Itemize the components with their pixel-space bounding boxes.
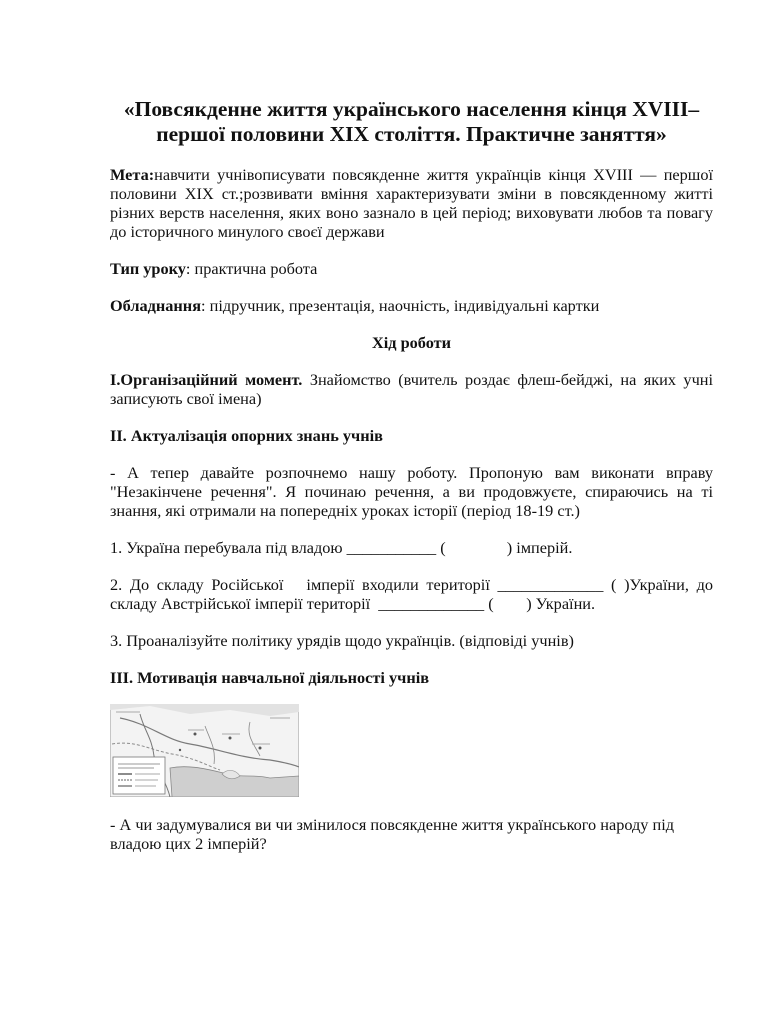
section1-text: Знайомство (вчитель роздає флеш-бейджі, на яких учні записують свої імена) [110,370,713,408]
document-body [110,97,718,853]
section1-paragraph [110,370,713,408]
section1-label: I.Організаційний момент. [110,370,303,389]
question-1: 1. Україна перебувала під владою ___________ ( ) імперій. [110,538,573,557]
equipment-paragraph [110,296,713,315]
goal-label: Мета: [110,165,155,184]
historical-map-image [110,704,299,797]
section2-intro: - А тепер давайте розпочнемо нашу роботу. Пропоную вам виконати вправу "Незакінчене речення". Я починаю речення, а ви продовжуєте, спираючись на ті знання, які отримали на попередніх уроках історії (період 18-19 ст.) [110,463,713,520]
lesson-type-text: : практична робота [185,259,318,278]
page-title: «Повсякденне життя українського населення кінця XVIII–першої половини ХІХ століття. Практичне заняття» [123,97,700,146]
lesson-type-label: Тип уроку [110,259,186,278]
question-3: 3. Проаналізуйте політику урядів щодо українців. (відповіді учнів) [110,631,574,650]
goal-text: навчити учнівописувати повсякденне життя українців кінця XVIII — першої половини ХІХ ст.;розвивати вміння характеризувати зміни в повсякденному житті різних верств населення, яких воно зазнало в цей період; виховувати любов та повагу до історичного минулого своєї держави [110,165,713,241]
equipment-text: : підручник, презентація, наочність, індивідуальні картки [201,296,600,315]
section2-heading: II. Актуалізація опорних знань учнів [110,426,383,445]
section3-question: - А чи задумувалися ви чи змінилося повсякденне життя українського народу під владою цих 2 імперій? [110,815,675,853]
progress-heading: Хід роботи [371,333,451,352]
lesson-type-paragraph [110,259,713,278]
equipment-label: Обладнання [110,296,202,315]
goal-paragraph [110,165,713,241]
section3-heading: III. Мотивація навчальної діяльності учнів [110,668,430,687]
question-2: 2. До складу Російської імперії входили території _____________ ( )України, до складу Австрійської імперії території _____________ ( ) України. [110,575,718,613]
